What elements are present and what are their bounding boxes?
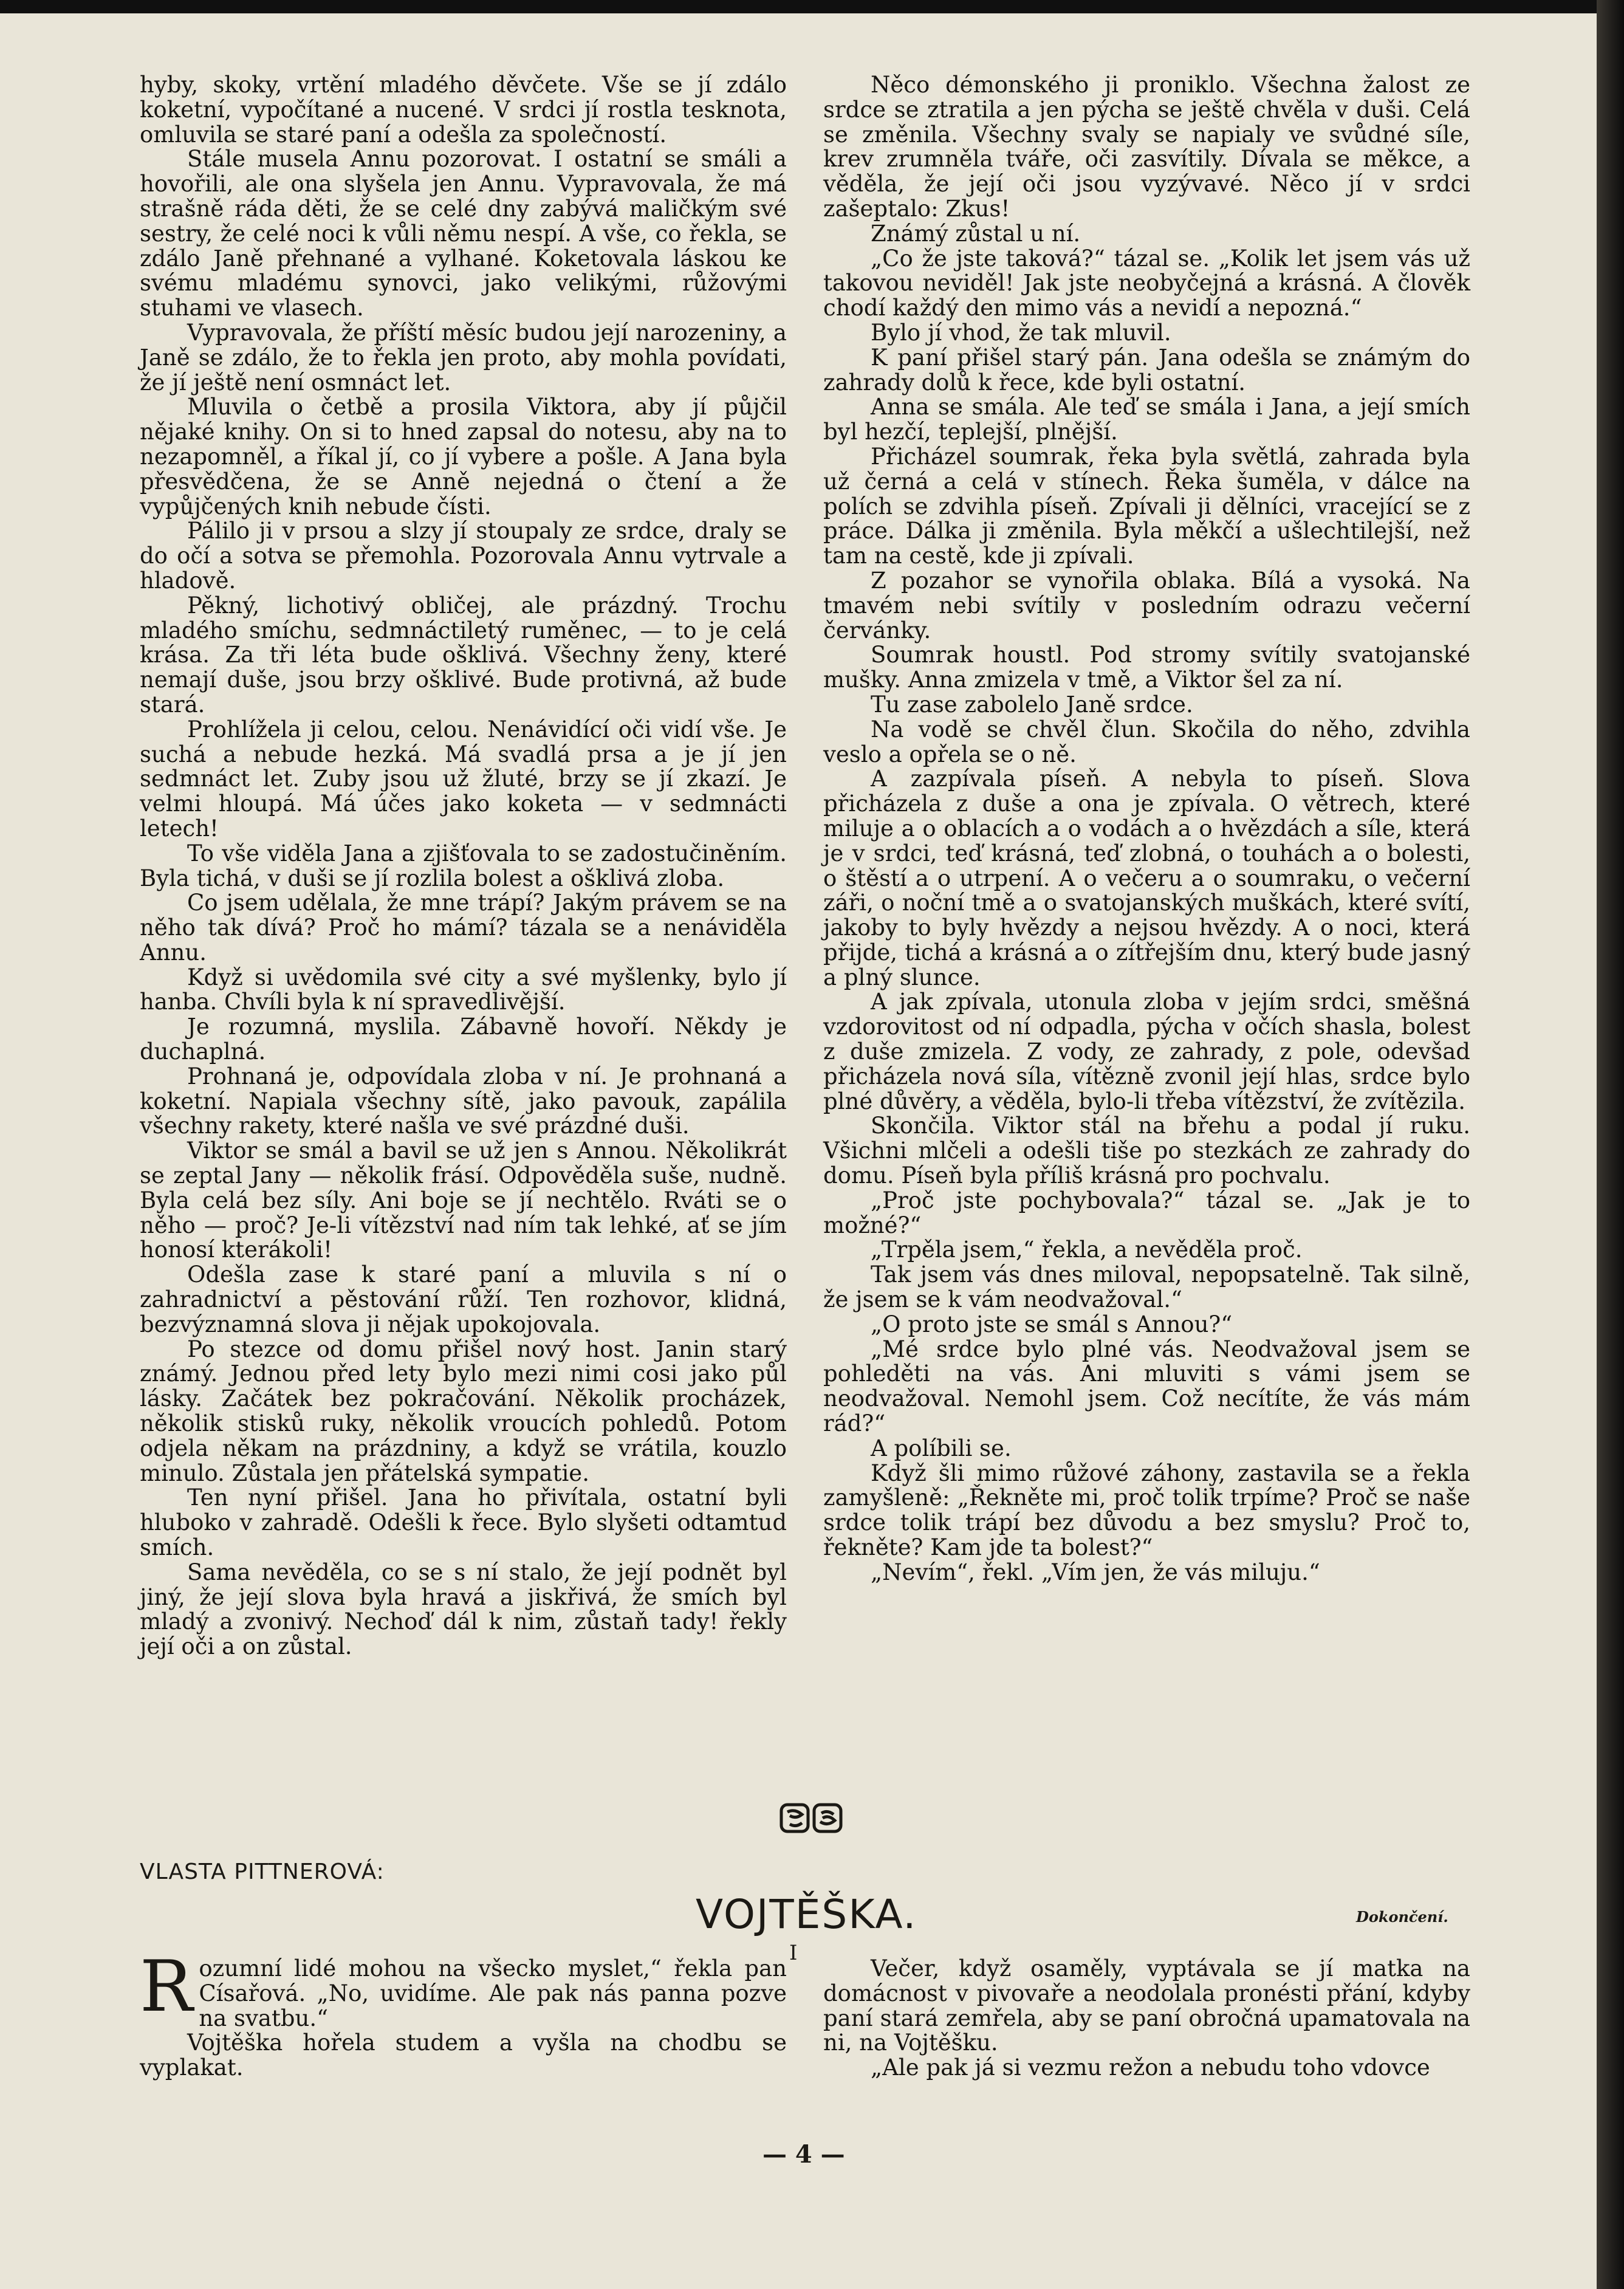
paragraph: hyby, skoky, vrtění mladého děvčete. Vše se jí zdálo koketní, vypočítané a nucené. V srdci jí rostla tesknota, omluvila se staré paní a odešla za společností.	[140, 72, 787, 148]
paragraph: Tak jsem vás dnes miloval, nepopsatelně. Tak silně, že jsem se k vám neodvažoval.“	[823, 1261, 1470, 1313]
story-title: VOJTĚŠKA.	[696, 1891, 917, 1938]
paragraph: Pálilo ji v prsou a slzy jí stoupaly ze srdce, draly se do očí a sotva se přemohla. Pozorovala Annu vytrvale a hladově.	[140, 518, 787, 594]
paragraph: To vše viděla Jana a zjišťovala to se zadostučiněním. Byla tichá, v duši se jí rozlila bolest a ošklivá zloba.	[140, 840, 787, 891]
paragraph: „Nevím“, řekl. „Vím jen, že vás miluju.“	[871, 1559, 1320, 1585]
page	[0, 13, 1597, 2289]
story1-right-column	[823, 73, 1470, 1585]
paragraph: Mluvila o četbě a prosila Viktora, aby jí půjčil nějaké knihy. On si to hned zapsal do notesu, aby na to nezapomněl, a říkal jí, co jí vybere a pošle. A Jana byla přesvědčena, že se Anně nejedná o čtení a že vypůjčených knih nebude čísti.	[140, 394, 787, 520]
paragraph: A zazpívala píseň. A nebyla to píseň. Slova přicházela z duše a ona je zpívala. O větrech, které miluje a o oblacích a o vodách a o hvězdách a síle, která je v srdci, teď krásná, teď zlobná, o touhách a o bolesti, o štěstí a o utrpení. A o večeru a o soumraku, o večerní záři, o noční tmě a o svatojanských muškách, které svítí, jakoby to byly hvězdy a nejsou hvězdy. A o noci, která přijde, tichá a krásná a o zítřejším dnu, který bude jasný a plný slunce.	[823, 766, 1470, 990]
paragraph: Prohnaná je, odpovídala zloba v ní. Je prohnaná a koketní. Napiala všechny sítě, jako pavouk, zapálila všechny rakety, které našla ve své prázdné duši.	[140, 1063, 787, 1139]
paragraph: Tu zase zabolelo Janě srdce.	[871, 691, 1193, 718]
paragraph: Když šli mimo růžové záhony, zastavila se a řekla zamyšleně: „Řekněte mi, proč tolik trpíme? Proč se naše srdce tolik trápí bez důvodu a bez smyslu? Proč to, řekněte? Kam jde ta bolest?“	[823, 1460, 1470, 1561]
section-number: I	[789, 1941, 798, 1965]
paragraph: Když si uvědomila své city a své myšlenky, bylo jí hanba. Chvíli byla k ní spravedlivější.	[140, 964, 787, 1015]
paragraph: Anna se smála. Ale teď se smála i Jana, a její smích byl hezčí, teplejší, plnější.	[823, 394, 1470, 445]
paragraph: A jak zpívala, utonula zloba v jejím srdci, směšná vzdorovitost od ní odpadla, pýcha v očích shasla, bolest z duše zmizela. Z vody, ze zahrady, z pole, odevšad přicházela nová síla, vítězně zvonil její hlas, srdce bylo plné důvěry, a věděla, bylo-li třeba vítězství, že zvítězila.	[823, 989, 1470, 1114]
paragraph: Sama nevěděla, co se s ní stalo, že její podnět byl jiný, že její slova byla hravá a jiskřivá, že smích byl mladý a zvonivý. Nechoď dál k nim, zůstaň tady! řekly její oči a on zůstal.	[140, 1559, 787, 1660]
page-binding-edge	[1597, 0, 1624, 2289]
paragraph: Ten nyní přišel. Jana ho přivítala, ostatní byli hluboko v zahradě. Odešli k řece. Bylo slyšeti odtamtud smích.	[140, 1484, 787, 1561]
paragraph: „Co že jste taková?“ tázal se. „Kolik let jsem vás už takovou neviděl! Jak jste neobyčejná a krásná. A člověk chodí každý den mimo vás a nevidí a nepozná.“	[823, 245, 1470, 321]
story2-right-column	[823, 1957, 1470, 2081]
story2-left-column	[140, 1946, 787, 2081]
paragraph: „Trpěla jsem,“ řekla, a nevěděla proč.	[871, 1237, 1303, 1263]
paragraph: Něco démonského ji proniklo. Všechna žalost ze srdce se ztratila a jen pýcha se ještě chvěla v duši. Celá se změnila. Všechny svaly se napialy ve svůdné síle, krev zrumněla tváře, oči zasvítily. Dívala se měkce, a věděla, že její oči jsou vyzývavé. Něco jí v srdci zašeptalo: Zkus!	[823, 72, 1470, 222]
paragraph: Co jsem udělala, že mne trápí? Jakým právem se na něho tak dívá? Proč ho mámí? tázala se a nenáviděla Annu.	[140, 890, 787, 966]
paragraph: A políbili se.	[871, 1435, 1012, 1461]
author-byline: VLASTA PITTNEROVÁ:	[140, 1859, 385, 1884]
paragraph: Známý zůstal u ní.	[871, 220, 1081, 247]
paragraph: Je rozumná, myslila. Zábavně hovoří. Někdy je duchaplná.	[140, 1014, 787, 1065]
story1-left-column	[140, 73, 787, 1659]
paragraph: „Mé srdce bylo plné vás. Neodvažoval jsem se pohleděti na vás. Ani mluviti s vámi jsem se neodvažoval. Nemohl jsem. Což necítíte, že vás mám rád?“	[823, 1336, 1470, 1437]
double-scroll-ornament-icon	[778, 1800, 845, 1838]
paragraph: K paní přišel starý pán. Jana odešla se známým do zahrady dolů k řece, kde byli ostatní.	[823, 344, 1470, 396]
paragraph-text: ozumní lidé mohou na všecko myslet,“ řekla pan Císařová. „No, uvidíme. Ale pak nás panna pozve na svatbu.“	[199, 1955, 787, 2031]
paragraph: Prohlížela ji celou, celou. Nenávidící oči vidí vše. Je suchá a nebude hezká. Má svadlá prsa a je jí jen sedmnáct let. Zuby jsou už žluté, brzy se jí zkazí. Je velmi hloupá. Má účes jako koketa — v sedmnácti letech!	[140, 716, 787, 842]
paragraph: „Proč jste pochybovala?“ tázal se. „Jak je to možné?“	[823, 1187, 1470, 1238]
paragraph: Soumrak houstl. Pod stromy svítily svatojanské mušky. Anna zmizela v tmě, a Viktor šel za ní.	[823, 642, 1470, 693]
paragraph: Stále musela Annu pozorovat. I ostatní se smáli a hovořili, ale ona slyšela jen Annu. Vypravovala, že má strašně ráda děti, že se celé dny zabývá maličkým své sestry, že celé noci k vůli němu nespí. A vše, co řekla, se zdálo Janě přehnané a vylhané. Koketovala láskou ke svému mladému synovci, jako velikými, růžovými stuhami ve vlasech.	[140, 146, 787, 321]
paragraph: Viktor se smál a bavil se už jen s Annou. Několikrát se zeptal Jany — několik frásí. Odpověděla suše, nudně. Byla celá bez síly. Ani boje se jí nechtělo. Rváti se o něho — proč? Je-li vítězství nad ním tak lehké, ať se jím honosí kterákoli!	[140, 1138, 787, 1263]
paragraph: Večer, když osaměly, vyptávala se jí matka na domácnost v pivovaře a neodolala pronésti přání, kdyby paní stará zemřela, aby se paní obročná upamatovala na ni, na Vojtěšku.	[823, 1955, 1470, 2056]
paragraph: Skončila. Viktor stál na břehu a podal jí ruku. Všichni mlčeli a odešli tiše po stezkách ze zahrady do domu. Píseň byla příliš krásná pro pochvalu.	[823, 1113, 1470, 1189]
page-number: — 4 —	[762, 2140, 845, 2169]
paragraph: Přicházel soumrak, řeka byla světlá, zahrada byla už černá a celá v stínech. Řeka šuměla, v dálce na polích se zdvihla píseň. Zpívali ji dělníci, vracející se z práce. Dálka ji změnila. Byla měkčí a ušlechtilejší, než tam na cestě, kde ji zpívali.	[823, 443, 1470, 569]
paragraph: Bylo jí vhod, že tak mluvil.	[871, 319, 1171, 346]
continuation-note: Dokončení.	[1356, 1908, 1448, 1926]
paragraph: Po stezce od domu přišel nový host. Janin starý známý. Jednou před lety bylo mezi nimi cosi jako půl lásky. Začátek bez pokračování. Několik procházek, několik stisků ruky, několik vroucích pohledů. Potom odjela někam na prázdniny, a když se vrátila, kouzlo minulo. Zůstala jen přátelská sympatie.	[140, 1336, 787, 1486]
paragraph: Z pozahor se vynořila oblaka. Bílá a vysoká. Na tmavém nebi svítily v posledním odrazu večerní červánky.	[823, 567, 1470, 643]
paragraph: Vypravovala, že příští měsíc budou její narozeniny, a Janě se zdálo, že to řekla jen proto, aby mohla povídati, že jí ještě není osmnáct let.	[140, 319, 787, 396]
paragraph: „O proto jste se smál s Annou?“	[871, 1311, 1233, 1337]
paragraph: Na vodě se chvěl člun. Skočila do něho, zdvihla veslo a opřela se o ně.	[823, 716, 1470, 767]
paragraph: „Ale pak já si vezmu režon a nebudu toho vdovce	[871, 2054, 1430, 2081]
drop-cap: R	[140, 1946, 193, 2028]
paragraph: Odešla zase k staré paní a mluvila s ní o zahradnictví a pěstování růží. Ten rozhovor, klidná, bezvýznamná slova ji nějak upokojovala.	[140, 1261, 787, 1337]
paragraph	[140, 1946, 787, 2031]
paragraph: Pěkný, lichotivý obličej, ale prázdný. Trochu mladého smíchu, sedmnáctiletý ruměnec, — to je celá krása. Za tři léta bude ošklivá. Všechny ženy, které nemají duše, jsou brzy ošklivé. Bude protivná, až bude stará.	[140, 592, 787, 718]
paragraph: Vojtěška hořela studem a vyšla na chodbu se vyplakat.	[140, 2030, 787, 2081]
